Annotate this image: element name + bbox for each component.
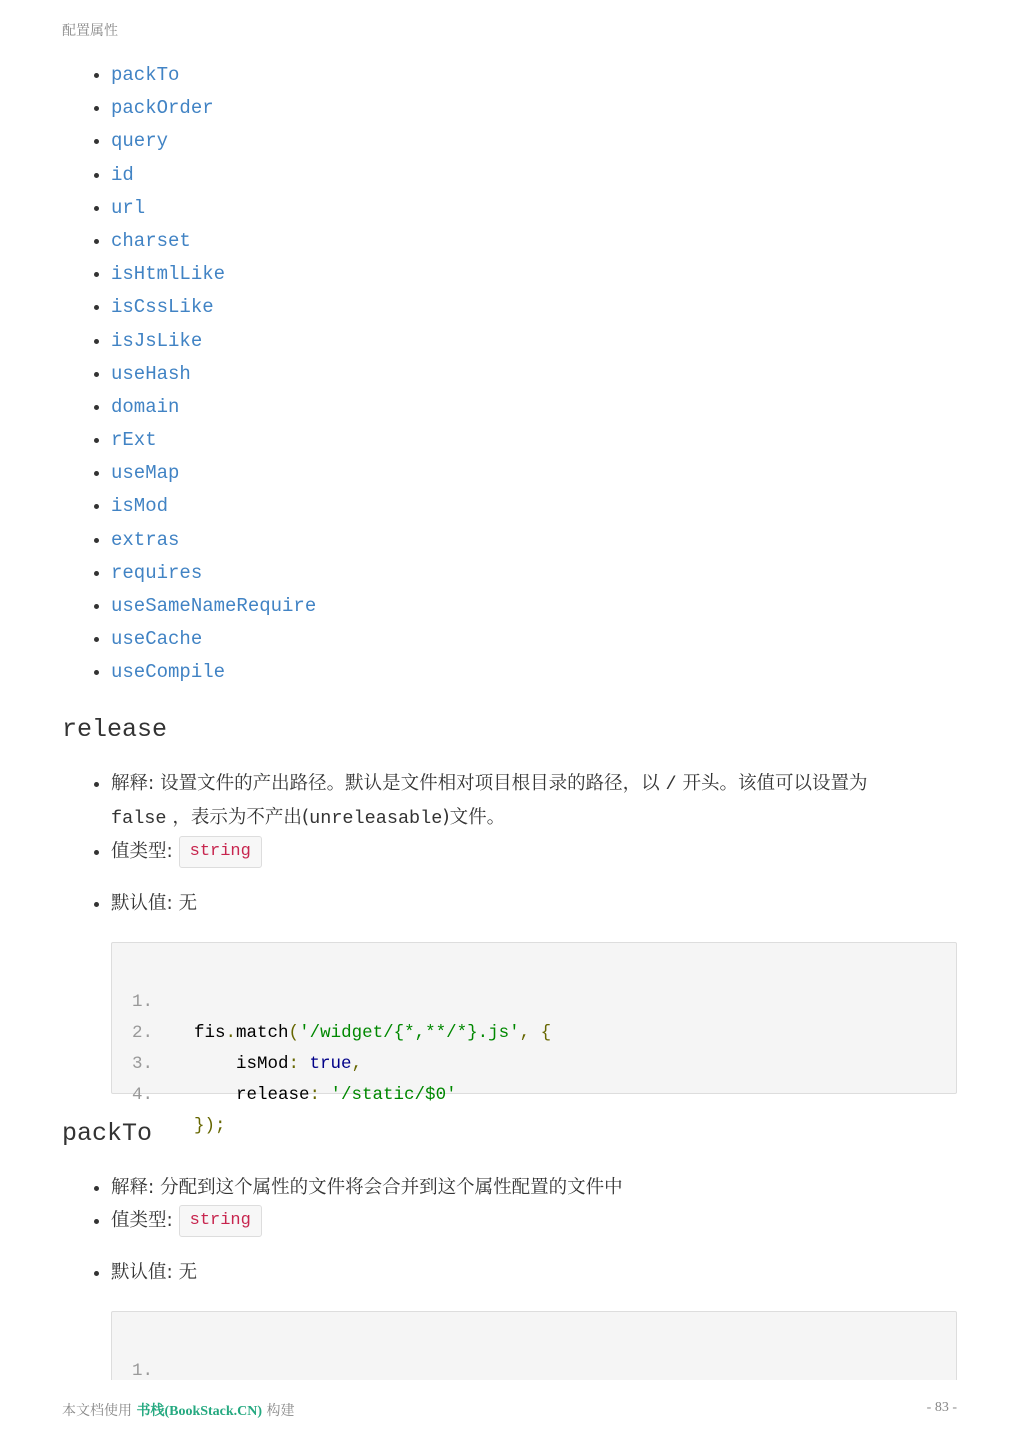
default-item	[111, 1256, 957, 1289]
description-label: 解释:	[111, 1176, 155, 1198]
code-block-release	[111, 942, 957, 1136]
default-label: 默认值:	[111, 892, 173, 914]
page-content	[62, 58, 957, 1380]
footer-brand-link[interactable]: 书栈(BookStack.CN)	[136, 1404, 263, 1419]
line-number: 1.	[132, 1360, 154, 1380]
list-item	[111, 224, 957, 257]
description-item	[111, 767, 957, 835]
type-item	[111, 1204, 957, 1237]
property-link[interactable]: extras	[111, 528, 180, 551]
line-number: 1.	[132, 991, 154, 1012]
inline-code: false	[111, 807, 167, 829]
inline-code: /	[665, 773, 677, 795]
list-item	[111, 390, 957, 423]
packto-description-list	[62, 1171, 957, 1289]
description-text: 开头。该值可以设置为	[682, 772, 868, 794]
list-item	[111, 191, 957, 224]
list-item	[111, 622, 957, 655]
default-value: 无	[178, 892, 198, 914]
list-item	[111, 290, 957, 323]
release-description-list	[62, 767, 957, 920]
property-link[interactable]: url	[111, 196, 146, 219]
property-link[interactable]: useSameNameRequire	[111, 595, 317, 617]
line-number: 3.	[132, 1053, 154, 1074]
property-link[interactable]: isHtmlLike	[111, 263, 226, 286]
property-link[interactable]: requires	[111, 561, 203, 584]
property-link[interactable]: useCompile	[111, 661, 226, 684]
default-item	[111, 887, 957, 920]
description-text: )文件。	[442, 806, 506, 828]
line-number: 2.	[132, 1022, 154, 1043]
list-item	[111, 124, 957, 157]
default-label: 默认值:	[111, 1261, 173, 1283]
property-link[interactable]: isCssLike	[111, 296, 214, 319]
footer-prefix: 本文档使用	[62, 1403, 132, 1419]
code-text: isMod: true,	[236, 1053, 363, 1074]
list-item	[111, 257, 957, 290]
list-item	[111, 58, 957, 91]
running-head-title: 配置属性	[62, 23, 118, 39]
inline-code: unreleasable	[309, 807, 443, 829]
property-link-list	[62, 58, 957, 689]
list-item	[111, 655, 957, 688]
code-line	[112, 1325, 956, 1380]
list-item	[111, 556, 957, 589]
code-text: release: '/static/$0'	[236, 1084, 457, 1105]
page-number: - 83 -	[926, 1400, 957, 1415]
list-item	[111, 357, 957, 390]
list-item	[111, 489, 957, 522]
list-item	[111, 423, 957, 456]
type-badge: string	[179, 1205, 262, 1237]
type-badge: string	[179, 836, 262, 868]
section-heading-packto: packTo	[62, 1118, 153, 1148]
list-item	[111, 589, 957, 622]
property-link[interactable]: useHash	[111, 362, 191, 385]
code-block-packto	[111, 1311, 957, 1380]
property-link[interactable]: packTo	[111, 64, 180, 86]
type-label: 值类型:	[111, 1209, 173, 1231]
property-link[interactable]: domain	[111, 395, 180, 418]
section-heading-release: release	[62, 714, 168, 744]
property-link[interactable]: rExt	[111, 429, 157, 452]
list-item	[111, 158, 957, 191]
description-text: 分配到这个属性的文件将会合并到这个属性配置的文件中	[160, 1176, 623, 1198]
footer-suffix: 构建	[266, 1403, 295, 1419]
type-label: 值类型:	[111, 840, 173, 862]
property-link[interactable]: charset	[111, 229, 191, 252]
property-link[interactable]: id	[111, 163, 134, 186]
type-item	[111, 835, 957, 868]
code-line	[112, 956, 956, 1043]
description-text: 设置文件的产出路径。默认是文件相对项目根目录的路径，以	[160, 772, 660, 794]
property-link[interactable]: query	[111, 130, 169, 153]
property-link[interactable]: packOrder	[111, 97, 214, 120]
property-link[interactable]: useMap	[111, 462, 180, 485]
description-text: ，表示为不产出(	[172, 806, 310, 828]
list-item	[111, 324, 957, 357]
code-text: });	[194, 1115, 226, 1136]
default-value: 无	[178, 1261, 198, 1283]
description-item	[111, 1171, 957, 1204]
code-text: fis.match('/widget/{*,**/*}.js', {	[194, 1022, 552, 1043]
property-link[interactable]: isJsLike	[111, 329, 203, 352]
list-item	[111, 523, 957, 556]
property-link[interactable]: isMod	[111, 495, 169, 518]
list-item	[111, 91, 957, 124]
line-number: 4.	[132, 1084, 154, 1105]
description-label: 解释:	[111, 772, 155, 794]
page-footer	[62, 1400, 957, 1420]
list-item	[111, 456, 957, 489]
property-link[interactable]: useCache	[111, 628, 203, 651]
